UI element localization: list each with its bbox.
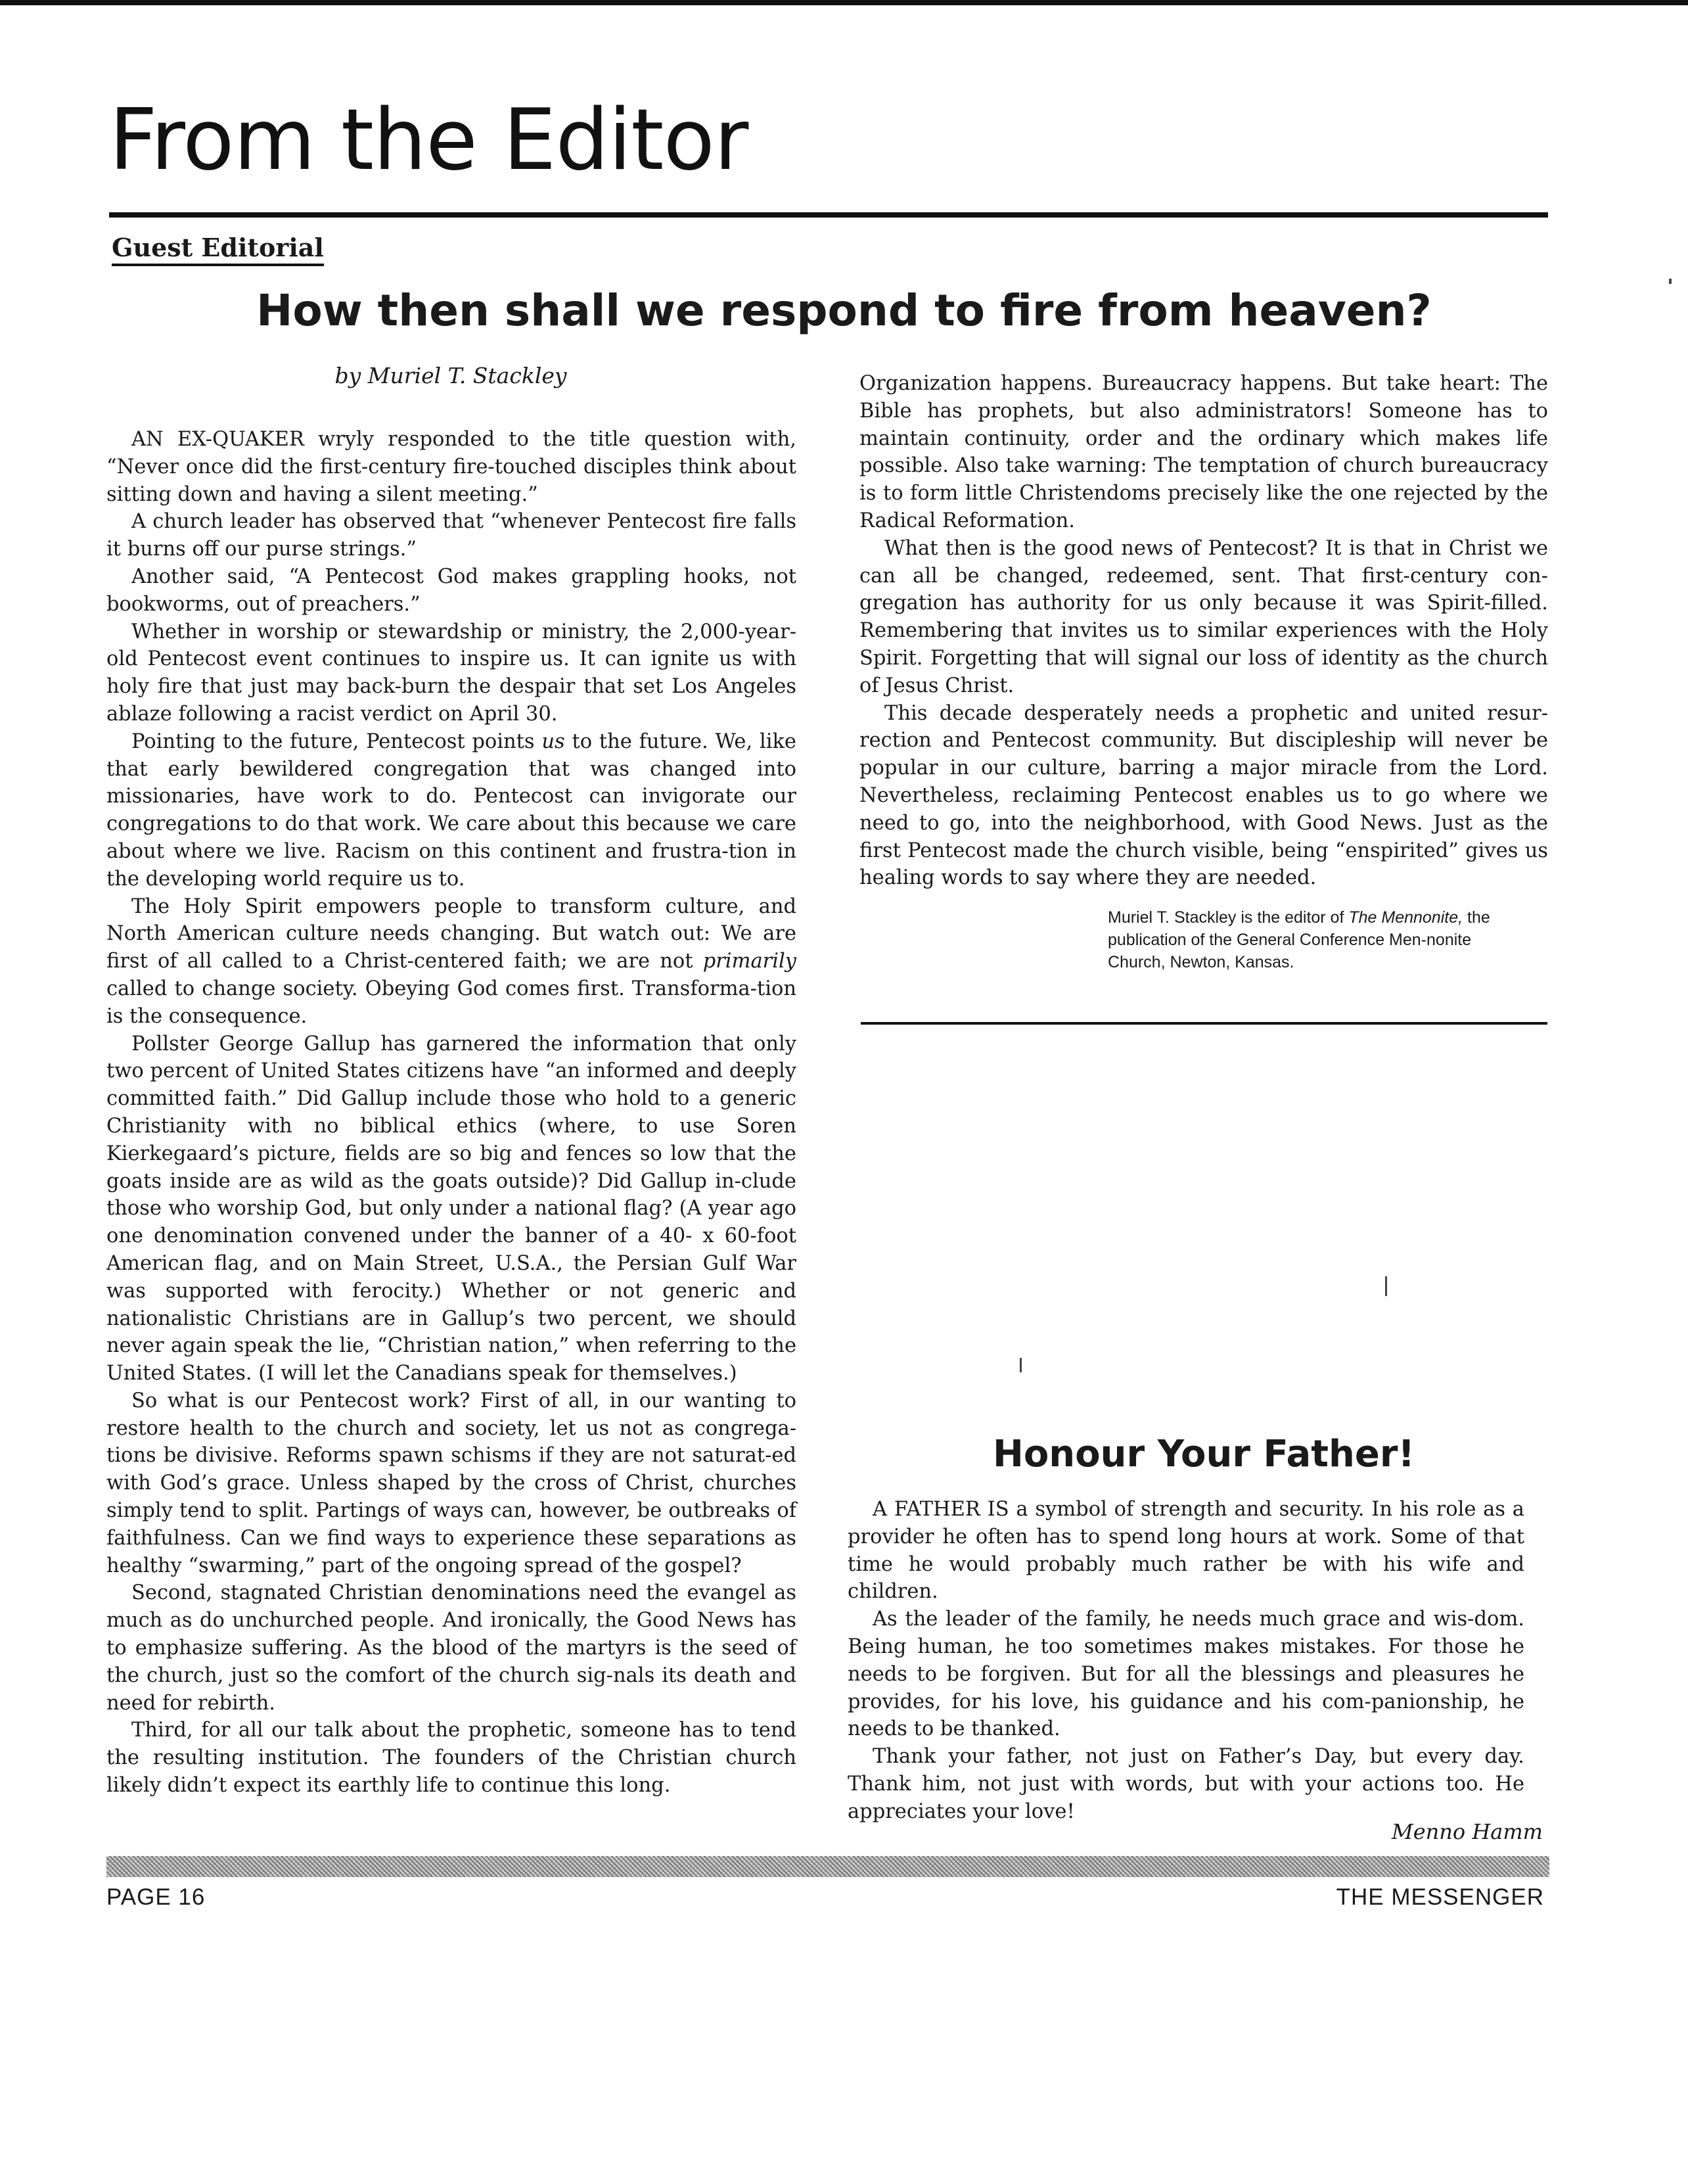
sidebar-signature: Menno Hamm — [1391, 1819, 1543, 1844]
publication-name: THE MESSENGER — [1336, 1884, 1544, 1910]
article-byline: by Muriel T. Stackley — [334, 363, 567, 388]
article-paragraph: Pointing to the future, Pentecost points us to the future. We, like that early bewildered congregation that was changed into missionaries, have work to do. Pentecost can invigorate our congregations to do that work. We care about this because we care about where we live. Racism on this continent and frustra-tion in the developing world require us to. — [106, 730, 796, 891]
article-paragraph: What then is the good news of Pentecost? It is that in Christ we can all be changed, redeemed, sent. That first-century con-gregation has authority for us only because it was Spirit-filled. Remembering that invites us to similar experiences with the Holy Spirit. Forgetting that will signal our loss of identity as the church of Jesus Christ. — [859, 536, 1548, 697]
sidebar-paragraph: Thank your father, not just on Father’s Day, but every day. Thank him, not just with words, but with your actions too. He appreciates your love! — [848, 1745, 1524, 1823]
article-paragraph: Third, for all our talk about the prophetic, someone has to tend the resulting institution. The founders of the Christian church likely didn’t expect its earthly life to continue this long. — [106, 1719, 796, 1798]
article-headline: How then shall we respond to fire from heaven? — [256, 285, 1432, 336]
scan-speck — [1385, 1276, 1387, 1296]
article-paragraph: A church leader has observed that “whenever Pentecost fire falls it burns off our purse strings.” — [106, 510, 796, 561]
article-paragraph: Second, stagnated Christian denominations need the evangel as much as do unchurched people. And ironically, the Good News has to emphasize suffering. As the blood of the martyrs is the seed of the church, just so the comfort of the church sig-nals its death and need for rebirth. — [106, 1581, 796, 1715]
scan-speck — [1020, 1358, 1022, 1372]
author-bio: Muriel T. Stackley is the editor of The Mennonite, the publication of the General Conference Men-nonite Church, Newton, Kansas. — [1108, 908, 1490, 972]
article-column-right — [859, 370, 1548, 973]
article-paragraph: This decade desperately needs a prophetic and united resur-rection and Pentecost community. But discipleship will never be popular in our culture, barring a major miracle from the Lord. Nevertheless, reclaiming Pentecost enables us to go where we need to go, into the neighborhood, with Good News. Just as the first Pentecost made the church visible, being “enspirited” gives us healing words to say where they are needed. — [859, 701, 1548, 890]
article-column-left — [106, 426, 796, 1800]
sidebar-title: Honour Your Father! — [992, 1433, 1415, 1475]
page-number: PAGE 16 — [106, 1884, 206, 1910]
section-kicker: Guest Editorial — [112, 234, 324, 266]
page-top-border — [0, 0, 1688, 5]
article-paragraph: Whether in worship or stewardship or ministry, the 2,000-year-old Pentecost event continues to inspire us. It can ignite us with holy fire that just may back-burn the despair that set Los Angeles ablaze following a racist verdict on April 30. — [106, 620, 796, 726]
lead-in: AN EX-QUAKER — [131, 428, 304, 451]
masthead-rule — [109, 212, 1548, 218]
sidebar-body — [848, 1496, 1524, 1826]
article-paragraph: The Holy Spirit empowers people to transform culture, and North American culture needs changing. But watch out: We are first of all called to a Christ-centered faith; we are not primarily called to change society. Obeying God comes first. Transforma-tion is the consequence. — [106, 895, 796, 1028]
column-divider-rule — [861, 1022, 1547, 1025]
sidebar-paragraph: As the leader of the family, he needs much grace and wis-dom. Being human, he too sometimes makes mistakes. For those he needs to be forgiven. But for all the blessings and pleasures he provides, for his love, his guidance and his com-panionship, he needs to be thanked. — [848, 1608, 1524, 1741]
scan-speck — [1669, 279, 1672, 284]
article-paragraph: So what is our Pentecost work? First of all, in our wanting to restore health to the church and society, let us not as congrega-tions be divisive. Reforms spawn schisms if they are not saturat-ed with God’s grace. Unless shaped by the cross of Christ, churches simply tend to split. Partings of ways can, however, be outbreaks of faithfulness. Can we find ways to experience these separations as healthy “swarming,” part of the ongoing spread of the gospel? — [106, 1389, 796, 1577]
sidebar-paragraph: A FATHER IS a symbol of strength and security. In his role as a provider he often has to spend long hours at work. Some of that time he would probably much rather be with his wife and children. — [848, 1498, 1524, 1604]
footer-halftone-band — [106, 1856, 1549, 1877]
article-paragraph-continued: Organization happens. Bureaucracy happens. But take heart: The Bible has prophets, but also administrators! Someone has to maintain continuity, order and the ordinary which makes life possible. Also take warning: The temptation of church bureaucracy is to form little Christendoms precisely like the one rejected by the Radical Reformation. — [859, 372, 1548, 532]
article-paragraph: Another said, “A Pentecost God makes grappling hooks, not bookworms, out of preachers.” — [106, 565, 796, 616]
article-paragraph: AN EX-QUAKER wryly responded to the title question with, “Never once did the first-century fire-touched disciples think about sitting down and having a silent meeting.” — [106, 428, 796, 506]
article-paragraph: Pollster George Gallup has garnered the information that only two percent of United States citizens have “an informed and deeply committed faith.” Did Gallup include those who hold to a generic Christianity with no biblical ethics (where, to use Soren Kierkegaard’s picture, fields are so big and fences so low that the goats inside are as wild as the goats outside)? Did Gallup in-clude those who worship God, but only under a national flag? (A year ago one denomination convened under the banner of a 40- x 60-foot American flag, and on Main Street, U.S.A., the Persian Gulf War was supported with ferocity.) Whether or not generic and nationalistic Christians are in Gallup’s two percent, we should never again speak the lie, “Christian nation,” when referring to the United States. (I will let the Canadians speak for themselves.) — [106, 1032, 796, 1385]
masthead-title: From the Editor — [109, 91, 748, 189]
